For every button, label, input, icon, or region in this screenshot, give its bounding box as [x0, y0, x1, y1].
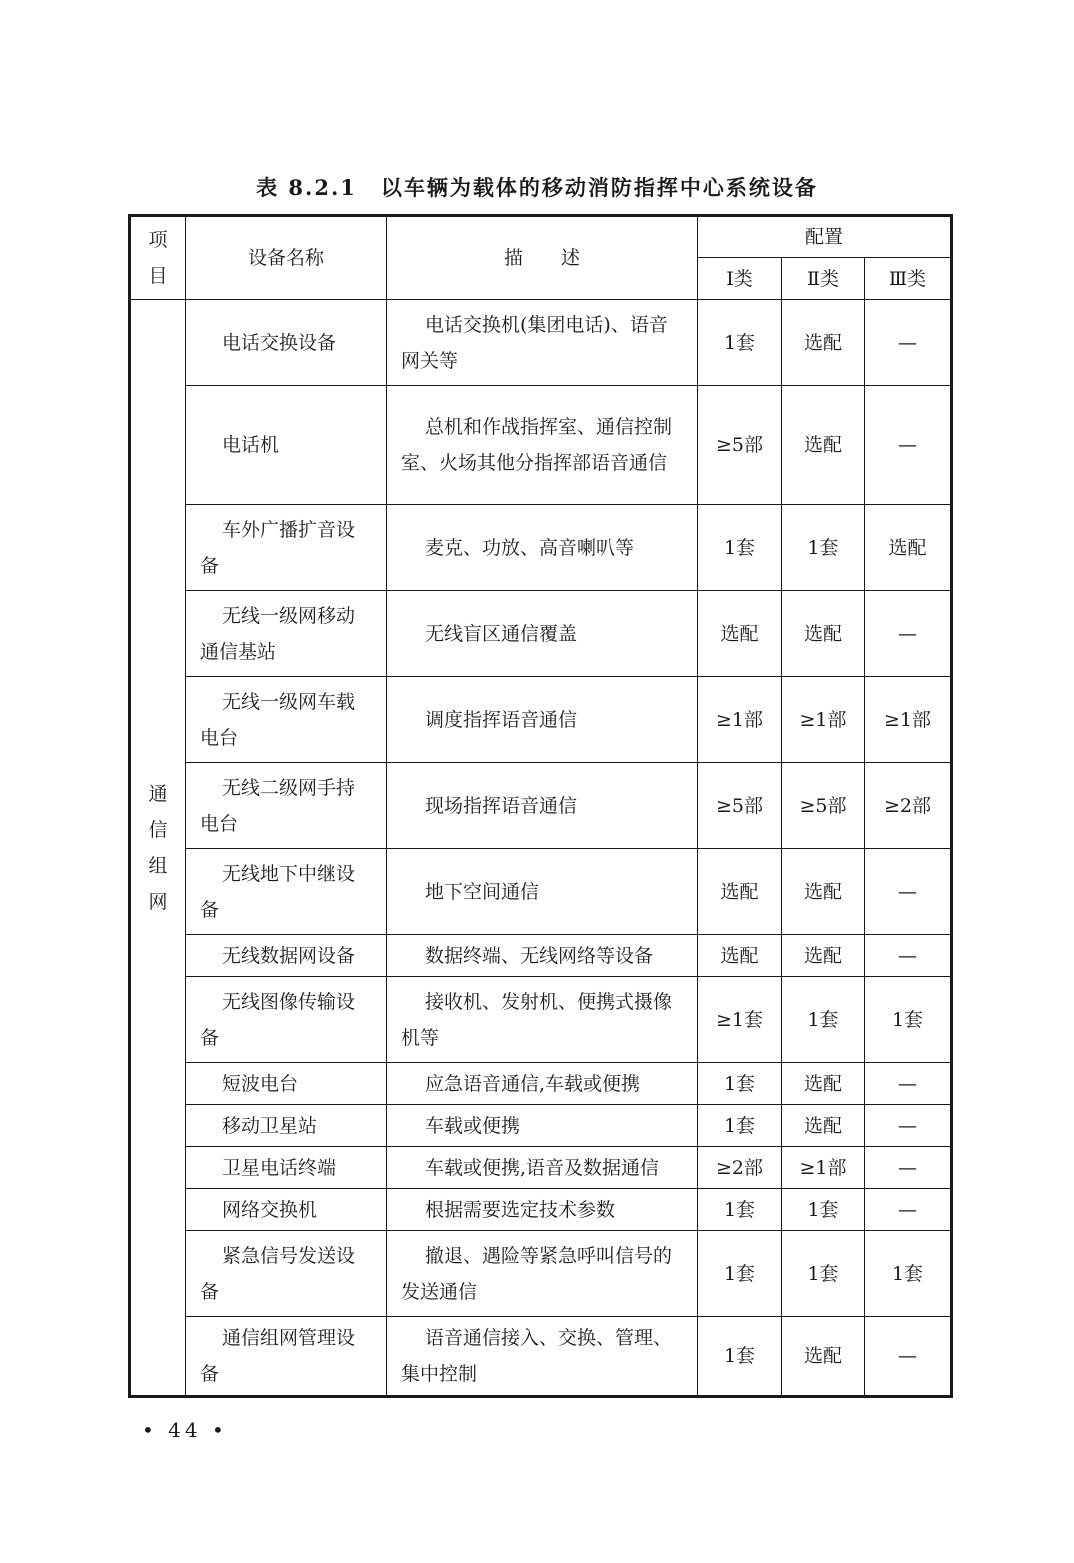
device-description: 麦克、功放、高音喇叭等: [387, 505, 698, 591]
config-class-2: 1套: [782, 1189, 865, 1231]
config-class-1: ≥2部: [698, 1147, 782, 1189]
config-class-1: 1套: [698, 1317, 782, 1397]
config-class-3: —: [865, 386, 952, 505]
table-caption: 以车辆为载体的移动消防指挥中心系统设备: [380, 175, 818, 200]
config-class-3: —: [865, 1105, 952, 1147]
config-class-3: ≥2部: [865, 763, 952, 849]
config-class-3: —: [865, 1317, 952, 1397]
table-row: [130, 763, 952, 849]
config-class-1: 选配: [698, 849, 782, 935]
config-class-1: 1套: [698, 300, 782, 386]
device-description: 现场指挥语音通信: [387, 763, 698, 849]
device-description: 接收机、发射机、便携式摄像机等: [387, 977, 698, 1063]
table-title: [0, 172, 1074, 202]
config-class-2: 选配: [782, 1317, 865, 1397]
equipment-table: [128, 214, 953, 1398]
table-row: [130, 386, 952, 505]
table-row: [130, 1105, 952, 1147]
table-row: [130, 977, 952, 1063]
header-class-2: Ⅱ类: [782, 258, 865, 300]
device-name: 卫星电话终端: [186, 1147, 387, 1189]
config-class-1: 选配: [698, 591, 782, 677]
config-class-2: ≥1部: [782, 677, 865, 763]
config-class-1: 1套: [698, 1231, 782, 1317]
device-name: 电话机: [186, 386, 387, 505]
device-description: 地下空间通信: [387, 849, 698, 935]
table-row: [130, 849, 952, 935]
device-name: 车外广播扩音设备: [186, 505, 387, 591]
device-description: 总机和作战指挥室、通信控制室、火场其他分指挥部语音通信: [387, 386, 698, 505]
device-name: 短波电台: [186, 1063, 387, 1105]
config-class-1: 1套: [698, 1105, 782, 1147]
config-class-3: —: [865, 1063, 952, 1105]
config-class-3: —: [865, 1147, 952, 1189]
config-class-3: ≥1部: [865, 677, 952, 763]
device-name: 无线数据网设备: [186, 935, 387, 977]
config-class-3: 1套: [865, 977, 952, 1063]
config-class-3: —: [865, 849, 952, 935]
table-row: [130, 1189, 952, 1231]
table-row: [130, 935, 952, 977]
device-name: 无线地下中继设备: [186, 849, 387, 935]
config-class-2: 选配: [782, 935, 865, 977]
device-description: 应急语音通信,车载或便携: [387, 1063, 698, 1105]
config-class-2: 选配: [782, 1063, 865, 1105]
config-class-2: 1套: [782, 505, 865, 591]
config-class-3: 1套: [865, 1231, 952, 1317]
table-row: [130, 1063, 952, 1105]
header-config: 配置: [698, 216, 952, 258]
table-row: [130, 505, 952, 591]
device-description: 撤退、遇险等紧急呼叫信号的发送通信: [387, 1231, 698, 1317]
header-device-name: 设备名称: [186, 216, 387, 300]
header-class-3: Ⅲ类: [865, 258, 952, 300]
category-cell: 通信组网: [130, 300, 186, 1397]
device-description: 根据需要选定技术参数: [387, 1189, 698, 1231]
config-class-2: 选配: [782, 386, 865, 505]
config-class-2: ≥5部: [782, 763, 865, 849]
config-class-2: 1套: [782, 1231, 865, 1317]
table-row: [130, 1147, 952, 1189]
config-class-3: —: [865, 300, 952, 386]
header-description: 描 述: [387, 216, 698, 300]
header-class-1: Ⅰ类: [698, 258, 782, 300]
config-class-2: 选配: [782, 1105, 865, 1147]
device-description: 调度指挥语音通信: [387, 677, 698, 763]
device-name: 无线一级网移动通信基站: [186, 591, 387, 677]
device-name: 无线二级网手持电台: [186, 763, 387, 849]
device-description: 数据终端、无线网络等设备: [387, 935, 698, 977]
device-description: 语音通信接入、交换、管理、集中控制: [387, 1317, 698, 1397]
device-name: 无线一级网车载电台: [186, 677, 387, 763]
config-class-1: 1套: [698, 1063, 782, 1105]
device-name: 网络交换机: [186, 1189, 387, 1231]
device-name: 移动卫星站: [186, 1105, 387, 1147]
device-description: 车载或便携: [387, 1105, 698, 1147]
page-number: • 44 •: [142, 1418, 228, 1442]
header-item: 项目: [130, 216, 186, 300]
config-class-2: 1套: [782, 977, 865, 1063]
config-class-3: —: [865, 935, 952, 977]
config-class-3: 选配: [865, 505, 952, 591]
config-class-3: —: [865, 1189, 952, 1231]
config-class-1: ≥5部: [698, 386, 782, 505]
device-description: 车载或便携,语音及数据通信: [387, 1147, 698, 1189]
device-name: 紧急信号发送设备: [186, 1231, 387, 1317]
config-class-2: ≥1部: [782, 1147, 865, 1189]
config-class-1: 1套: [698, 1189, 782, 1231]
table-row: [130, 591, 952, 677]
config-class-1: ≥5部: [698, 763, 782, 849]
table-row: [130, 1317, 952, 1397]
config-class-1: 选配: [698, 935, 782, 977]
config-class-2: 选配: [782, 591, 865, 677]
config-class-3: —: [865, 591, 952, 677]
config-class-1: 1套: [698, 505, 782, 591]
config-class-2: 选配: [782, 300, 865, 386]
config-class-1: ≥1部: [698, 677, 782, 763]
device-description: 无线盲区通信覆盖: [387, 591, 698, 677]
table-row: [130, 300, 952, 386]
config-class-2: 选配: [782, 849, 865, 935]
device-name: 电话交换设备: [186, 300, 387, 386]
device-description: 电话交换机(集团电话)、语音网关等: [387, 300, 698, 386]
device-name: 通信组网管理设备: [186, 1317, 387, 1397]
table-row: [130, 677, 952, 763]
device-name: 无线图像传输设备: [186, 977, 387, 1063]
config-class-1: ≥1套: [698, 977, 782, 1063]
table-row: [130, 1231, 952, 1317]
table-number: 表 8.2.1: [256, 175, 357, 200]
